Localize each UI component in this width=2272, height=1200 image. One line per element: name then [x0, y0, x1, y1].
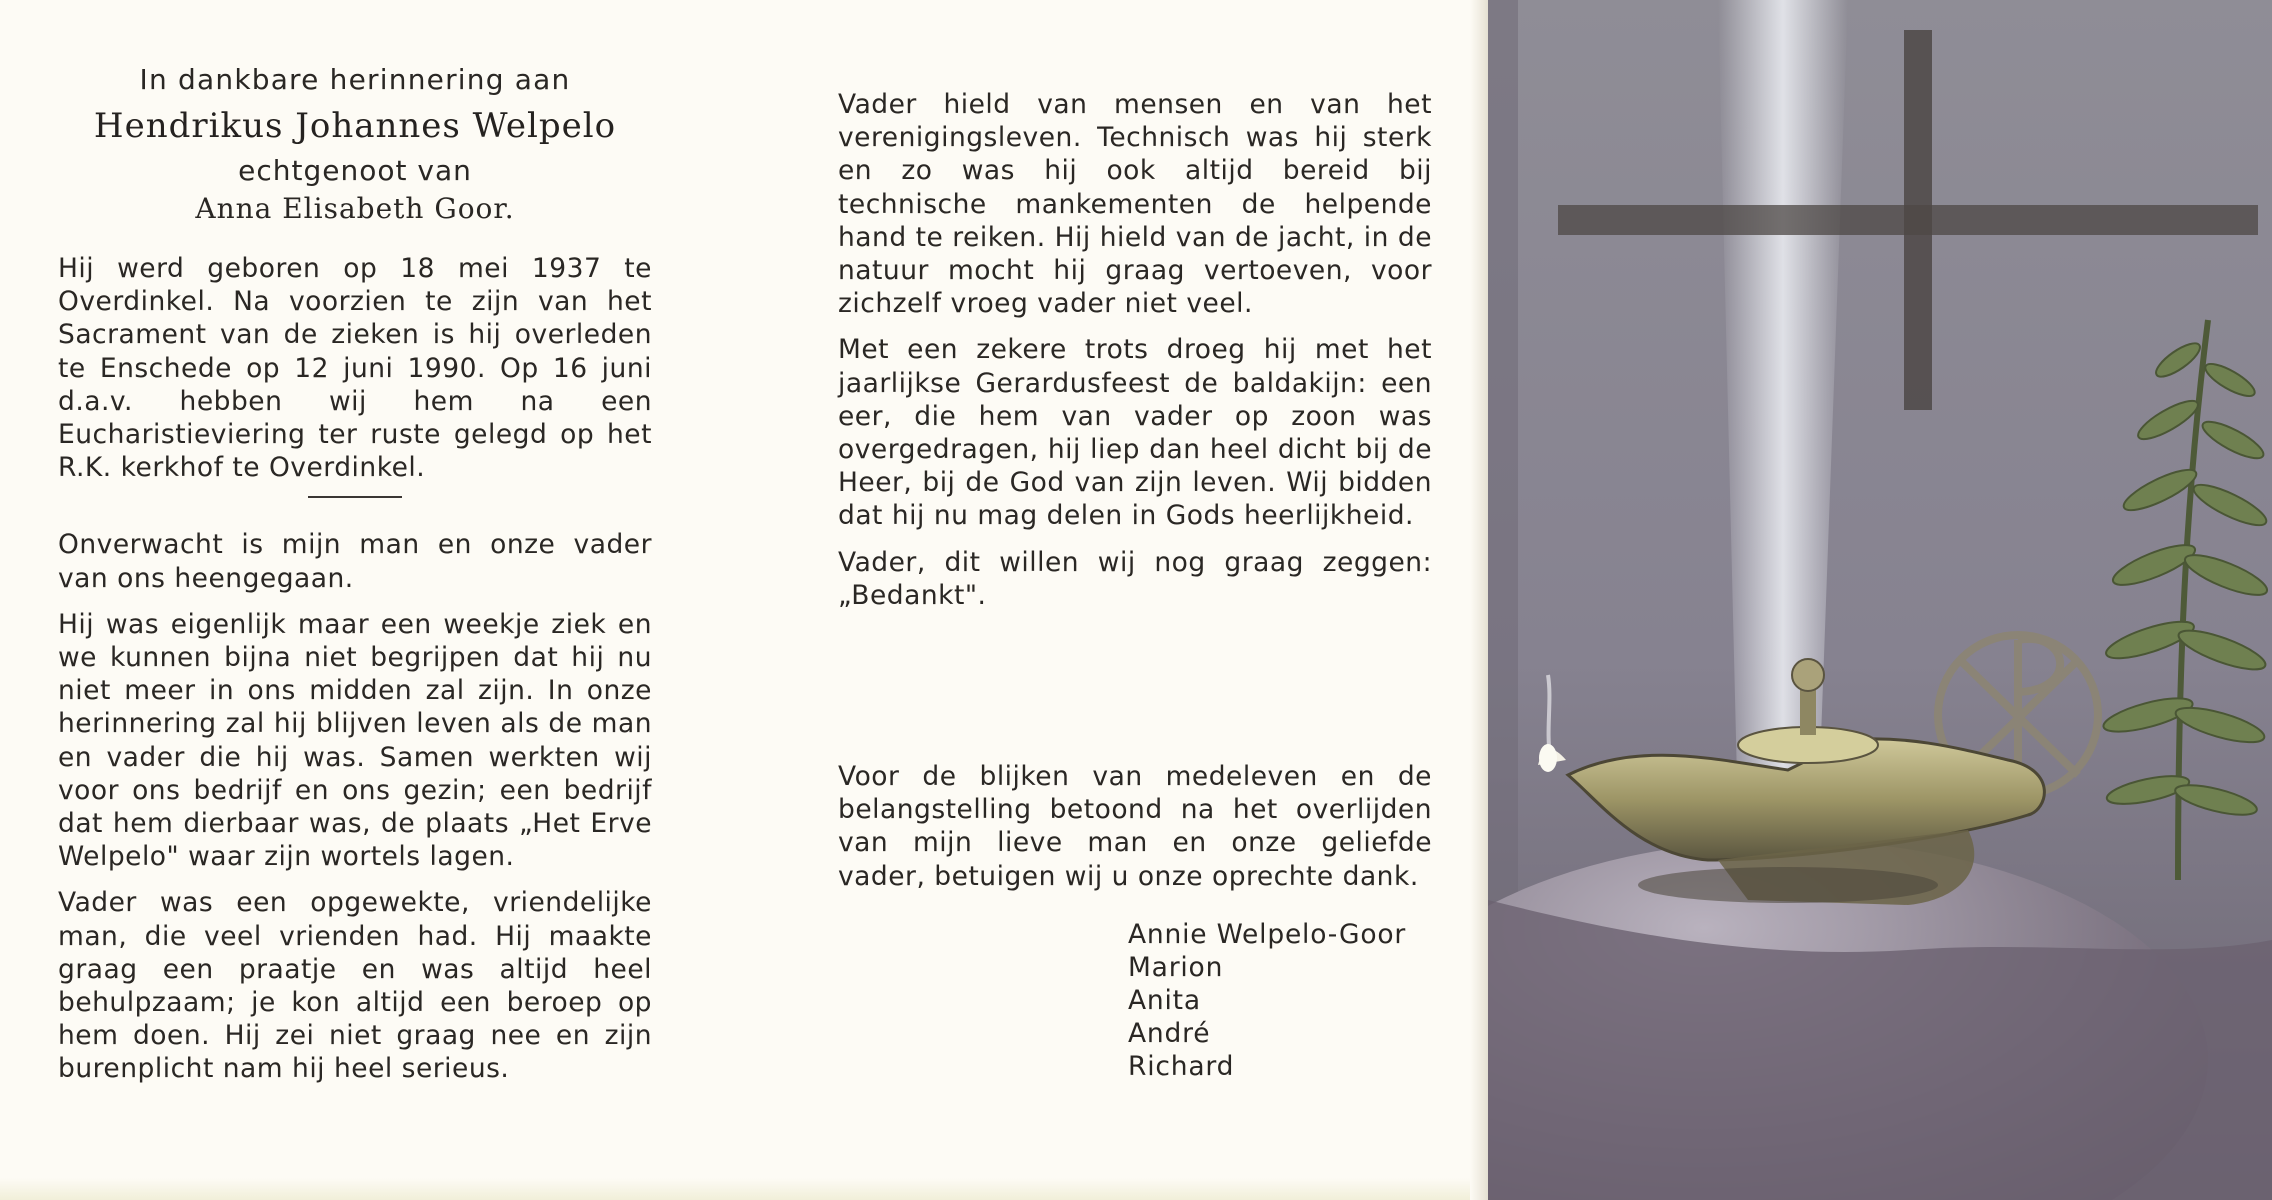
thanks-text: Voor de blijken van medeleven en de belangstelling betoond na het overlijden van mijn lieve man en onze geliefde vader, betuigen wij u onze oprechte dank.: [838, 761, 1432, 892]
page-bottom-edge: [0, 1178, 1480, 1200]
left-text-column: [58, 252, 652, 1086]
biography-paragraph: Hij werd geboren op 18 mei 1937 te Overdinkel. Na voorzien te zijn van het Sacrament van de zieken is hij overleden te Enschede op 12 juni 1990. Op 16 juni d.a.v. hebben wij hem na een Eucharistieviering ter ruste gelegd op het R.K. kerkhof te Overdinkel.: [58, 253, 652, 484]
header-intro: In dankbare herinnering aan: [139, 63, 571, 96]
illustration-artwork: [1488, 0, 2272, 1200]
memorial-header: [58, 62, 652, 228]
signature-name: Anita: [1128, 985, 1201, 1016]
spouse-name: Anna Elisabeth Goor.: [195, 192, 515, 225]
paragraph: Hij was eigenlijk maar een weekje ziek en we kunnen bijna niet begrijpen dat hij nu niet meer in ons midden zal zijn. In onze herinnering zal hij blijven leven als de man en vader die hij was. Samen werkten wij voor ons bedrijf en ons gezin; een bedrijf dat hem dierbaar was, de plaats „Het Erve Welpelo" waar zijn wortels lagen.: [58, 608, 652, 873]
paragraph: Met een zekere trots droeg hij met het jaarlijkse Gerardusfeest de baldakijn: een eer, die hem van vader op zoon was overgedragen, hij liep dan heel dicht bij de Heer, bij de God van zijn leven. Wij bidden dat hij nu mag delen in Gods heerlijkheid.: [838, 334, 1432, 532]
right-text-column: [838, 88, 1432, 612]
relation-line: echtgenoot van: [238, 154, 472, 187]
signature-name: Richard: [1128, 1051, 1235, 1082]
signature-name: Marion: [1128, 952, 1224, 983]
religious-illustration: [1488, 0, 2272, 1200]
paragraph: Vader hield van mensen en van het verenigingsleven. Technisch was hij sterk en zo was hij ook altijd bereid bij technische mankementen de helpende hand te reiken. Hij hield van de jacht, in de natuur mocht hij graag vertoeven, voor zichzelf vroeg vader niet veel.: [838, 89, 1432, 320]
thanks-section: [838, 760, 1432, 893]
signatures: [1128, 918, 1406, 1083]
signature-name: André: [1128, 1018, 1211, 1049]
paragraph: Onverwacht is mijn man en onze vader van ons heengegaan.: [58, 529, 652, 594]
paragraph: Vader, dit willen wij nog graag zeggen: „Bedankt".: [838, 546, 1432, 611]
signature-name: Annie Welpelo-Goor: [1128, 919, 1407, 950]
paragraph: Vader was een opgewekte, vriendelijke man, die veel vrienden had. Hij maakte graag een praatje en was altijd heel behulpzaam; je kon altijd een beroep op hem doen. Hij zei niet graag nee en zijn burenplicht nam hij heel serieus.: [58, 887, 652, 1085]
deceased-name: Hendrikus Johannes Welpelo: [93, 106, 617, 146]
